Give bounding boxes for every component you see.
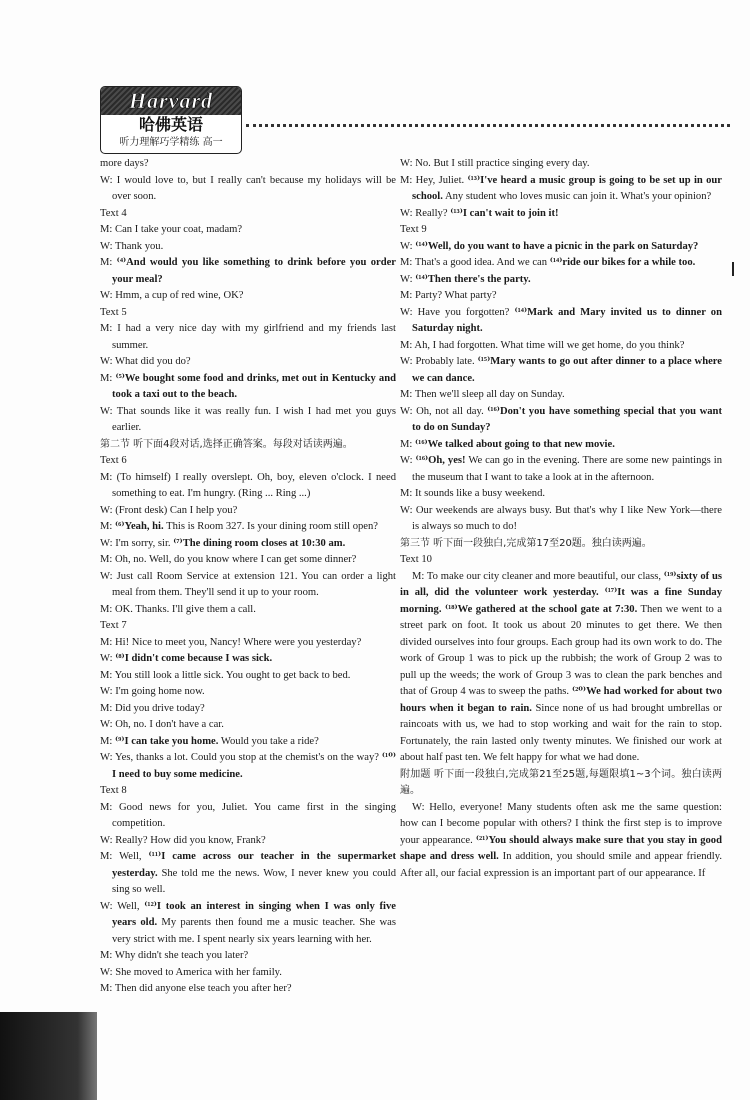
- dialogue-line: W: (Front desk) Can I help you?: [100, 504, 238, 516]
- dialogue-line: W: That sounds like it was really fun. I wish I had met you guys earlier.: [100, 405, 396, 433]
- text-line: more days?: [100, 158, 149, 169]
- dialogue-line: M: Well, ⁽¹¹⁾I came across our teacher in the supermarket yesterday. She told me the news. Wow, I never knew you could sing so well.: [100, 851, 396, 895]
- text-heading: Text 9: [400, 224, 427, 235]
- dialogue-line: W: Really? ⁽¹³⁾I can't wait to join it!: [400, 207, 559, 219]
- dialogue-line: W: I'm going home now.: [100, 686, 205, 697]
- dialogue-line: M: Hey, Juliet. ⁽¹³⁾I've heard a music group is going to be set up in our school. Any student who loves music can join it. What's your opinion?: [400, 174, 722, 202]
- dialogue-line: M: ⁽¹⁶⁾We talked about going to that new movie.: [400, 438, 615, 450]
- dialogue-line: W: Oh, not all day. ⁽¹⁶⁾Don't you have something special that you want to do on Sunday?: [400, 405, 722, 433]
- dialogue-line: M: It sounds like a busy weekend.: [400, 488, 546, 499]
- dialogue-line: W: Well, ⁽¹²⁾I took an interest in singing when I was only five years old. My parents then found me a music teacher. She was very strict with me. I spent nearly six years learning with her.: [100, 900, 396, 945]
- dialogue-line: W: ⁽¹⁶⁾Oh, yes! We can go in the evening. There are some new paintings in the museum that I want to take a look at in the afternoon.: [400, 455, 722, 483]
- dialogue-line: W: Just call Room Service at extension 121. You can order a light meal from them. They'll send it up to your room.: [100, 570, 396, 598]
- dialogue-line: M: Why didn't she teach you later?: [100, 950, 249, 961]
- right-column: [400, 156, 722, 882]
- text-heading: Text 10: [400, 554, 432, 565]
- margin-mark: [732, 262, 734, 276]
- dialogue-line: W: Have you forgotten? ⁽¹⁴⁾Mark and Mary invited us to dinner on Saturday night.: [400, 306, 722, 334]
- dialogue-line: M: ⁽⁵⁾We bought some food and drinks, met out in Kentucky and took a taxi out to the beach.: [100, 372, 396, 400]
- dialogue-line: W: ⁽¹⁴⁾Then there's the party.: [400, 273, 531, 285]
- dialogue-line: W: Our weekends are always busy. But that's why I like New York—there is always so much to do!: [400, 504, 722, 532]
- dialogue-line: M: You still look a little sick. You ought to get back to bed.: [100, 669, 351, 681]
- text-heading: Text 8: [100, 785, 127, 796]
- text-heading: Text 6: [100, 455, 127, 466]
- dialogue-line: M: Hi! Nice to meet you, Nancy! Where were you yesterday?: [100, 636, 362, 648]
- section-instruction: 第三节 听下面一段独白,完成第17至20题。独白读两遍。: [400, 537, 652, 549]
- dialogue-line: M: ⁽⁶⁾Yeah, hi. This is Room 327. Is your dining room still open?: [100, 521, 378, 532]
- logo-chinese-title: 哈佛英语: [138, 115, 203, 134]
- dialogue-line: M: I had a very nice day with my girlfriend and my friends last summer.: [100, 323, 396, 351]
- dialogue-line: M: ⁽⁹⁾I can take you home. Would you take a ride?: [100, 735, 319, 747]
- dialogue-line: M: Then we'll sleep all day on Sunday.: [400, 389, 565, 400]
- dialogue-line: W: Thank you.: [100, 240, 164, 252]
- logo-subtitle: 听力理解巧学精练 高一: [119, 137, 223, 148]
- dialogue-line: W: Oh, no. I don't have a car.: [100, 719, 224, 730]
- monologue-paragraph: W: Hello, everyone! Many students often ask me the same question: how can I become popular with others? I think the first step is to improve your appearance. ⁽²¹⁾You should always make sure that you stay in good shape and dress well. In addition, you should smile and appear friendly. After all, our facial expression is an important part of our appearance. If: [400, 801, 722, 879]
- dialogue-line: M: ⁽⁴⁾And would you like something to drink before you order your meal?: [100, 257, 397, 285]
- dialogue-line: M: OK. Thanks. I'll give them a call.: [100, 603, 256, 615]
- dialogue-line: M: Did you drive today?: [100, 702, 205, 714]
- dialogue-line: M: That's a good idea. And we can ⁽¹⁴⁾ride our bikes for a while too.: [400, 257, 696, 268]
- dialogue-line: W: Really? How did you know, Frank?: [100, 834, 266, 846]
- text-heading: Text 5: [100, 306, 127, 318]
- dialogue-line: W: No. But I still practice singing every day.: [400, 158, 590, 169]
- corner-shading: [0, 1012, 97, 1100]
- dialogue-line: W: ⁽⁸⁾I didn't come because I was sick.: [100, 653, 273, 664]
- dialogue-line: M: Party? What party?: [400, 290, 497, 301]
- harvard-logo: [100, 86, 242, 154]
- monologue-paragraph: M: To make our city cleaner and more beautiful, our class, ⁽¹⁹⁾sixty of us in all, did the volunteer work yesterday. ⁽¹⁷⁾It was a fine Sunday morning. ⁽¹⁸⁾We gathered at the school gate at 7:30. Then we went to a street park on foot. It took us about 20 minutes to get there. We then divided ourselves into four groups. Each group had its own work to do. The work of Group 1 was to pick up the rubbish; the work of Group 2 was to pull up the weeds; the work of Group 3 was to clean the park benches and that of Group 4 was to sweep the paths. ⁽²⁰⁾We had worked for about two hours when it began to rain. Since none of us had brought umbrellas or raincoats with us, we had to stop working and wait for the rain to stop. Fortunately, the rain lasted only twenty minutes. We finished our work at about half past ten. We felt happy for what we had done.: [400, 570, 723, 763]
- dialogue-line: M: Good news for you, Juliet. You came first in the singing competition.: [100, 801, 396, 829]
- dialogue-line: W: Probably late. ⁽¹⁵⁾Mary wants to go out after dinner to a place where we can dance.: [400, 356, 723, 384]
- dialogue-line: W: Yes, thanks a lot. Could you stop at the chemist's on the way? ⁽¹⁰⁾I need to buy some medicine.: [100, 752, 396, 780]
- dialogue-line: W: ⁽¹⁴⁾Well, do you want to have a picnic in the park on Saturday?: [400, 240, 699, 252]
- header-dotted-rule: [246, 124, 730, 127]
- text-heading: Text 4: [100, 207, 127, 219]
- text-heading: Text 7: [100, 620, 127, 631]
- section-instruction: 附加题 听下面一段独白,完成第21至25题,每题限填1~3个词。独白读两遍。: [400, 768, 722, 796]
- dialogue-line: W: I would love to, but I really can't because my holidays will be over soon.: [100, 174, 396, 202]
- dialogue-line: W: What did you do?: [100, 356, 191, 367]
- page-header: [100, 86, 740, 156]
- logo-wordmark: Harvard: [129, 88, 213, 113]
- dialogue-line: M: Then did anyone else teach you after her?: [100, 983, 292, 994]
- dialogue-line: M: Ah, I had forgotten. What time will we get home, do you think?: [400, 339, 685, 351]
- dialogue-line: M: Can I take your coat, madam?: [100, 224, 243, 235]
- dialogue-line: W: I'm sorry, sir. ⁽⁷⁾The dining room closes at 10:30 am.: [100, 537, 346, 549]
- dialogue-line: W: Hmm, a cup of red wine, OK?: [100, 290, 244, 301]
- section-instruction: 第二节 听下面4段对话,选择正确答案。每段对话读两遍。: [100, 438, 353, 450]
- dialogue-line: M: (To himself) I really overslept. Oh, boy, eleven o'clock. I need something to eat. I'm hungry. (Ring ... Ring ...): [100, 471, 396, 499]
- dialogue-line: M: Oh, no. Well, do you know where I can get some dinner?: [100, 554, 357, 565]
- dialogue-line: W: She moved to America with her family.: [100, 966, 282, 978]
- left-column: [100, 156, 396, 998]
